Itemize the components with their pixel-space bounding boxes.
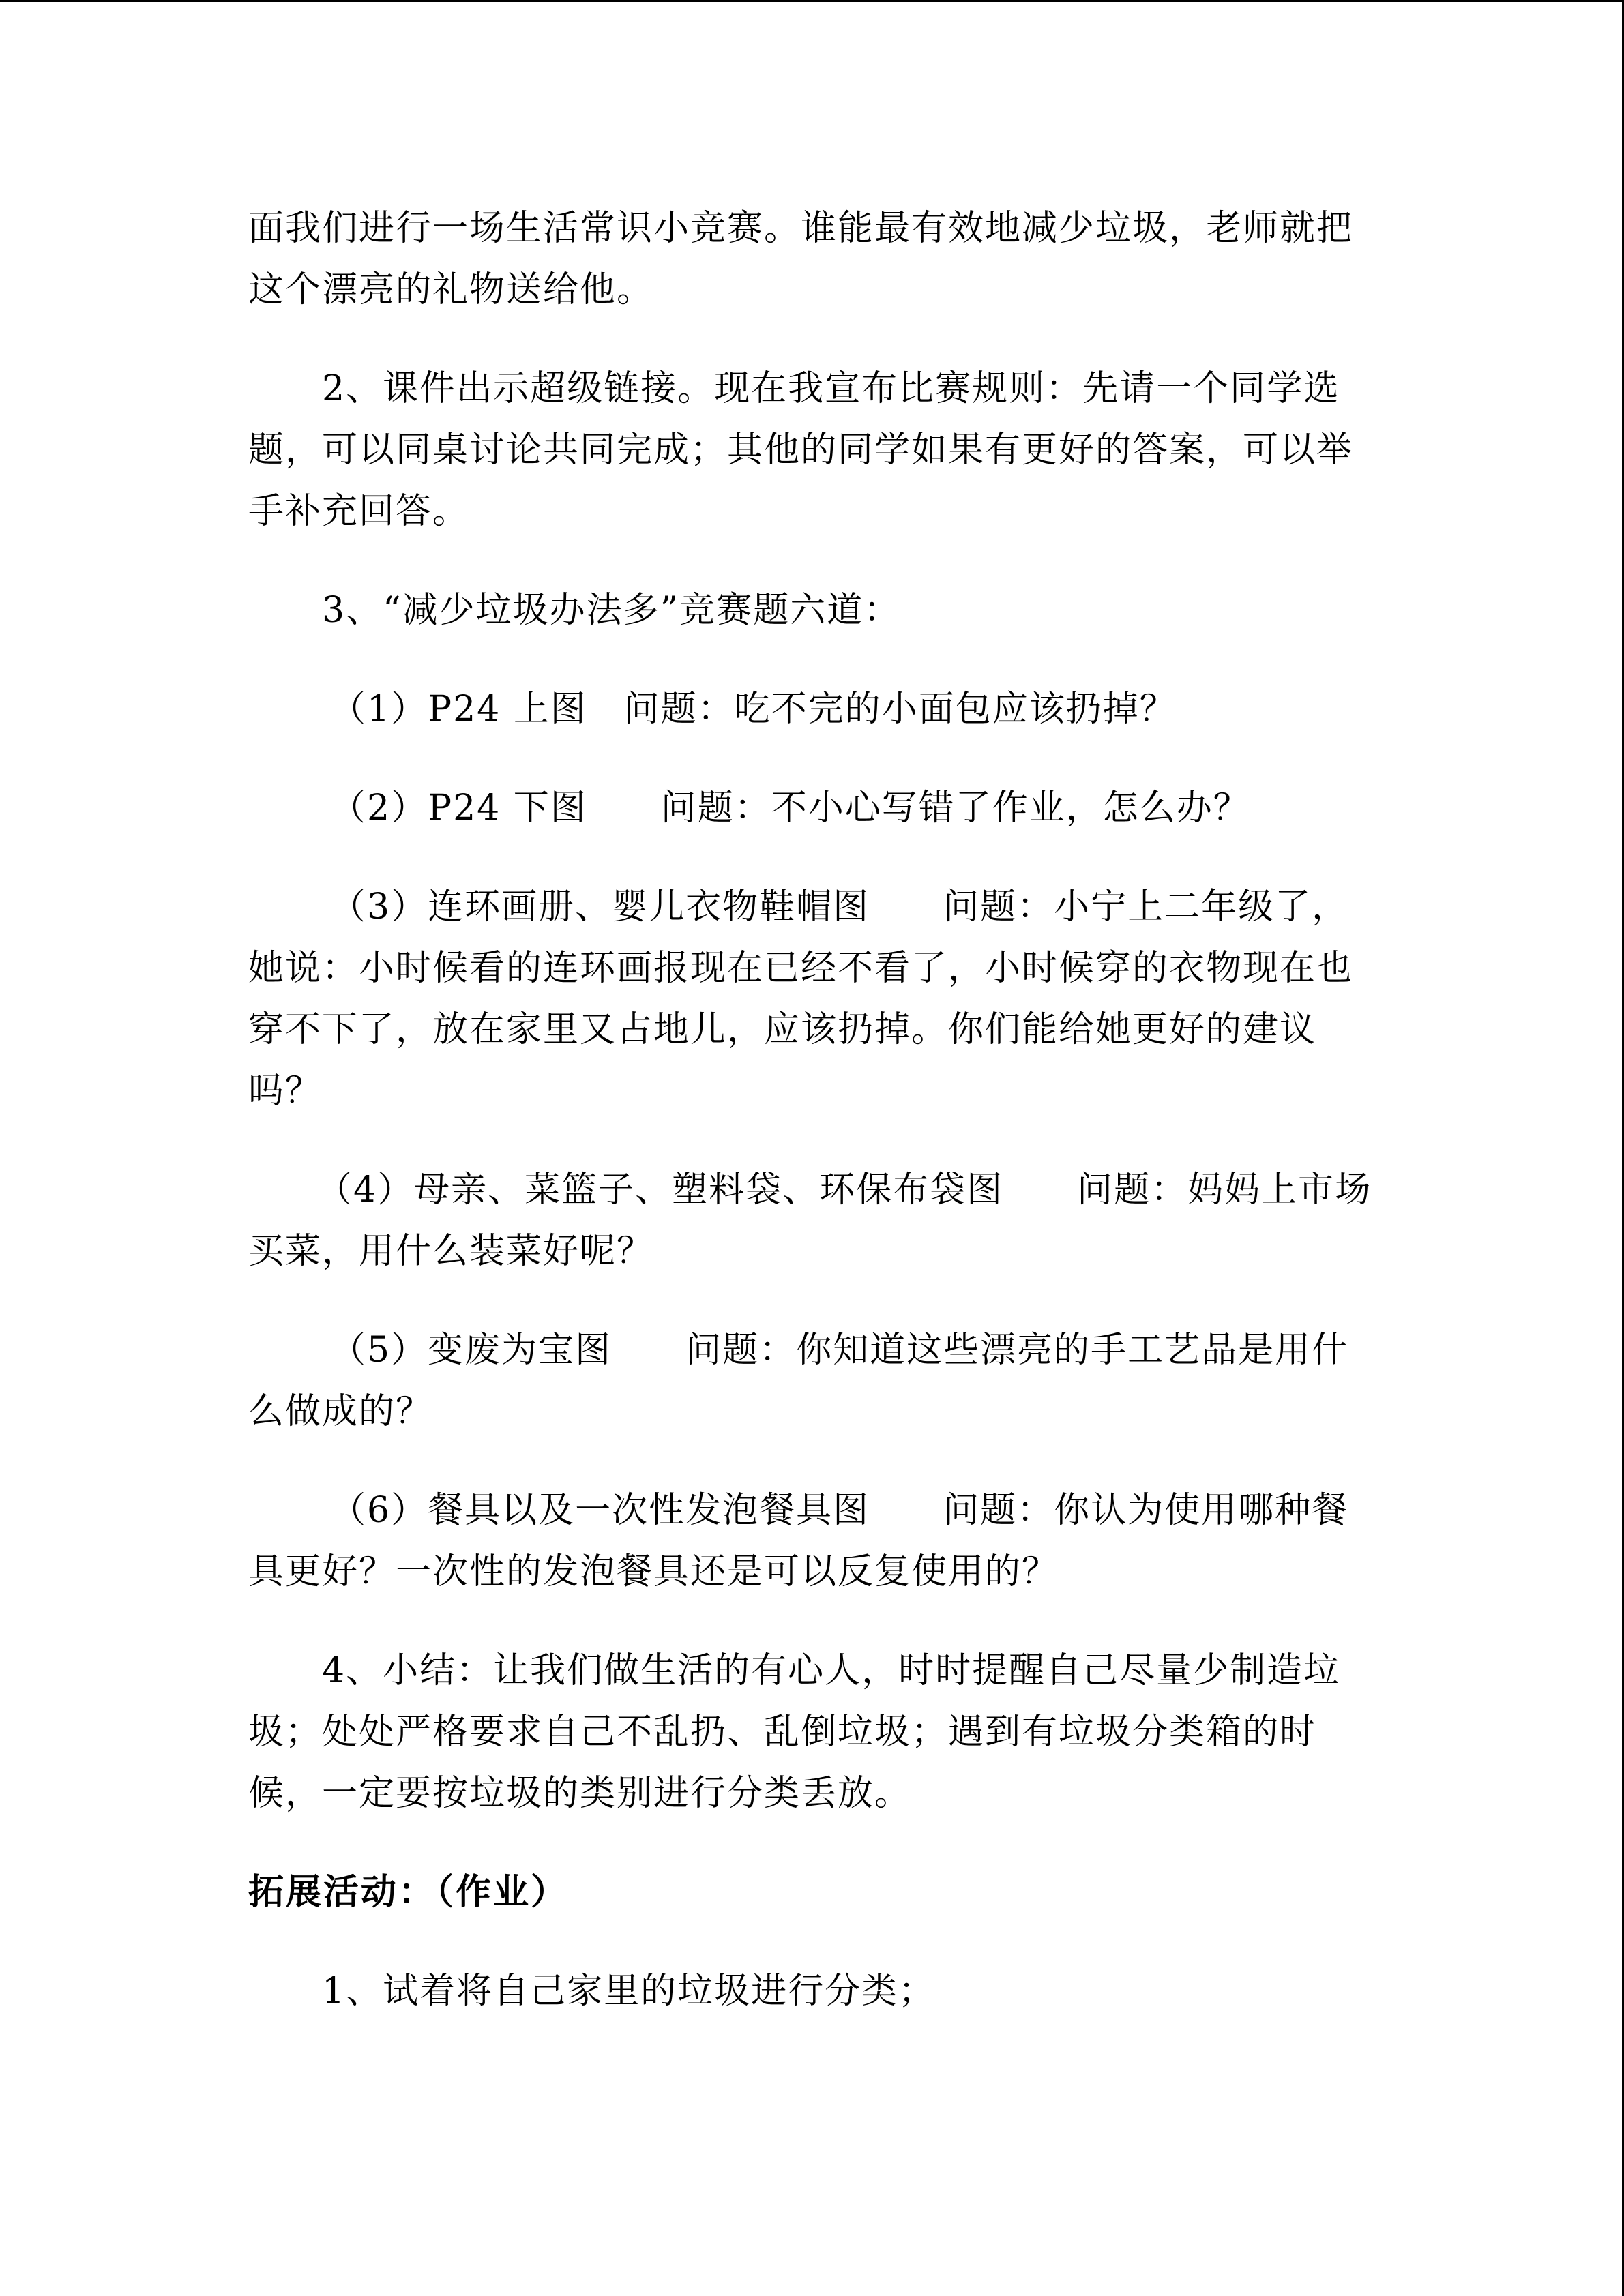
- question-1: （1）P24 上图 问题：吃不完的小面包应该扔掉？: [330, 689, 1177, 730]
- extension-heading: 拓展活动：（作业）: [248, 1872, 569, 1913]
- paragraph-contest-title: 3、“减少垃圾办法多”竞赛题六道：: [322, 590, 901, 631]
- paragraph-summary: 4、小结：让我们做生活的有心人，时时提醒自己尽量少制造垃圾；处处严格要求自己不乱扔、乱倒垃圾；遇到有垃圾分类箱的时候，一定要按垃圾的类别进行分类丢放。: [248, 1650, 1341, 1814]
- question-4: （4）母亲、菜篮子、塑料袋、环保布袋图 问题：妈妈上市场买菜，用什么装菜好呢？: [248, 1169, 1372, 1272]
- question-3: （3）连环画册、婴儿衣物鞋帽图 问题：小宁上二年级了，她说：小时候看的连环画报现在已经不看了，小时候穿的衣物现在也穿不下了，放在家里又占地儿，应该扔掉。你们能给她更好的建议吗？: [248, 886, 1354, 1112]
- homework-item-1: 1、试着将自己家里的垃圾进行分类；: [322, 1971, 936, 2012]
- question-2: （2）P24 下图 问题：不小心写错了作业，怎么办？: [330, 788, 1250, 829]
- question-5: （5）变废为宝图 问题：你知道这些漂亮的手工艺品是用什么做成的？: [248, 1330, 1349, 1432]
- question-6: （6）餐具以及一次性发泡餐具图 问题：你认为使用哪种餐具更好？一次性的发泡餐具还是可以反复使用的？: [248, 1490, 1349, 1592]
- page-border-top: [0, 0, 1624, 2]
- document-body: [248, 198, 1381, 2022]
- paragraph-intro: 面我们进行一场生活常识小竞赛。谁能最有效地减少垃圾，老师就把这个漂亮的礼物送给他。: [248, 208, 1354, 310]
- paragraph-rules: 2、课件出示超级链接。现在我宣布比赛规则：先请一个同学选题，可以同桌讨论共同完成；其他的同学如果有更好的答案，可以举手补充回答。: [248, 368, 1354, 532]
